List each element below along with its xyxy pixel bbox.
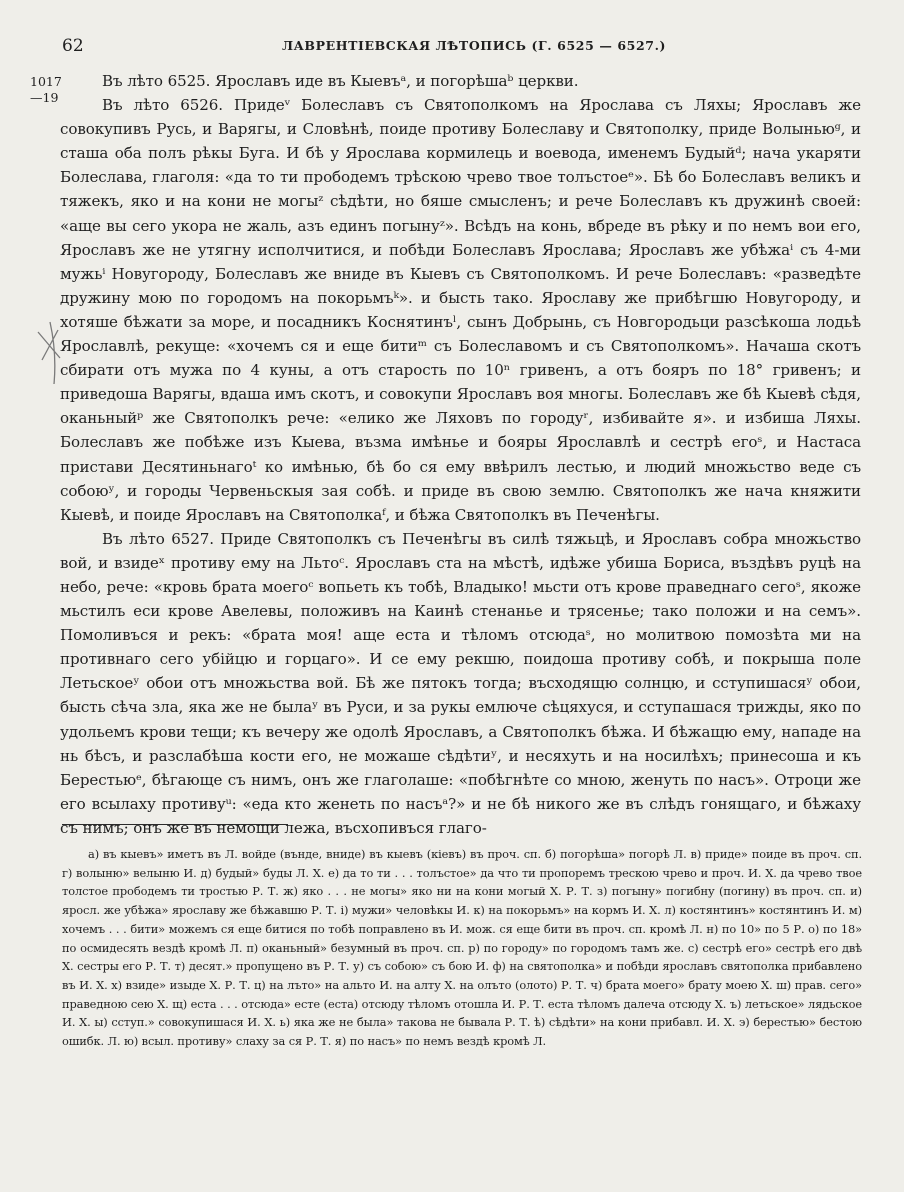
margin-year-start: 1017 — [30, 74, 62, 89]
page-number: 62 — [62, 36, 84, 56]
running-head — [0, 36, 904, 58]
notes-paragraph: а) въ кыевъ» иметъ въ Л. войде (вънде, вниде) въ кыевъ (кіевъ) въ проч. сп. б) погорѣша» погорѣ Л. в) приде» поиде въ проч. сп. г) волыню» велыню И. д) будый» буды Л. Х. е) да то ти . . . толъстое» да что ти пропоремъ трескою чрево и проч. И. Х. да чрево твое толстое прободемъ ти тростью Р. Т. ж) яко . . . не могы» яко ни на кони могый Х. Р. Т. з) погыну» погибну (погину) въ проч. сп. и) яросл. же убѣжа» ярославу же бѣжавшю Р. Т. і) мужи» человѣкы И. к) на покорьмъ» на кормъ И. Х. л) костянтинъ» костянтинъ И. м) хочемъ . . . бити» можемъ ся еще битися по тобѣ поправлено въ И. мож. ся еще бити въ проч. сп. кромѣ Л. н) по 10» по 5 Р. о) по 18» по осмидесять вездѣ кромѣ Л. п) оканьный» безумный въ проч. сп. р) по городу» по городомъ тамъ же. с) сестрѣ его» сестрѣ его двѣ Х. сестры его Р. Т. т) десят.» пропущено въ Р. Т. у) съ собою» съ бою И. ф) на святополка» и побѣди ярославъ святополка прибавлено въ И. Х. х) взиде» изыде Х. Р. Т. ц) на лъто» на альто И. на алту Х. на олъто (олото) Р. Т. ч) брата моего» брату моею Х. ш) прав. сего» праведною сею Х. щ) еста . . . отсюда» есте (еста) отсюду тѣломъ отошла И. Р. Т. еста тѣломъ далеча отсюду Х. ъ) летьское» лядьское И. Х. ы) сступ.» совокупишася И. Х. ь) яка же не была» такова не бывала Р. Т. ѣ) сѣдѣти» на кони прибавл. И. Х. э) берестью» бестою ошибк. Л. ю) всыл. противу» слаху за ся Р. Т. я) по насъ» по немъ вездѣ кромѣ Л. — [62, 847, 862, 1049]
chronicle-text — [60, 69, 861, 840]
running-title: ЛАВРЕНТІЕВСКАЯ ЛѢТОПИСЬ (Г. 6525 — 6527.) — [282, 38, 667, 53]
margin-year-end: —19 — [30, 90, 59, 105]
footnote-divider — [62, 824, 288, 825]
paragraph-6525: Въ лѣто 6525. Ярославъ иде въ Кыевъᵃ, и погорѣшаᵇ церкви. — [102, 72, 579, 90]
paragraph-6526: Въ лѣто 6526. Придеᵛ Болеславъ съ Святополкомъ на Ярослава съ Ляхы; Ярославъ же совокупивъ Русь, и Варягы, и Словѣнѣ, поиде противу Болеславу и Святополку, приде Волыньюᵍ, и сташа оба полъ рѣкы Буга. И бѣ у Ярослава кормилець и воевода, именемъ Будыйᵈ; нача укаряти Болеслава, глаголя: «да то ти прободемъ трѣскою чрево твое толъстоеᵉ». Бѣ бо Болеславъ великъ и тяжекъ, яко и на кони не могыᶻ сѣдѣти, но бяше смысленъ; и рече Болеславъ къ дружинѣ своей: «аще вы сего укора не жаль, азъ единъ погынуᶻ». Всѣдъ на конь, вбреде въ рѣку и по немъ вои его, Ярославъ же не утягну исполчитися, и побѣди Болеславъ Ярослава; Ярославъ же убѣжаⁱ съ 4-ми мужьⁱ Новугороду, Болеславъ же вниде въ Кыевъ съ Святополкомъ. И рече Болеславъ: «разведѣте дружину мою по городомъ на покорьмъᵏ». и бысть тако. Ярославу же прибѣгшю Новугороду, и хотяше бѣжати за море, и посадникъ Коснятинъˡ, сынъ Добрынь, съ Новгородьци разсѣкоша лодьѣ Ярославлѣ, рекуще: «хочемъ ся и еще битиᵐ съ Болеславомъ и съ Святополкомъ». Начаша скотъ сбирати отъ мужа по 4 куны, а отъ старость по 10ⁿ гривенъ, а отъ бояръ по 18° гривенъ; и приведоша Варягы, вдаша имъ скотъ, и совокупи Ярославъ воя многы. Болеславъ же бѣ Кыевѣ сѣдя, оканьныйᵖ же Святополкъ рече: «елико же Ляховъ по городуʳ, избивайте я». и избиша Ляхы. Болеславъ же побѣже изъ Кыева, възма имѣнье и бояры Ярославлѣ и сестрѣ егоˢ, и Настаса пристави Десятиньнагоᵗ ко имѣнью, бѣ бо ся ему ввѣрилъ лестью, и людий множьство веде съ собоюʸ, и городы Червеньскыя зая собѣ. и приде въ свою землю. Святополкъ же нача княжити Кыевѣ, и поиде Ярославъ на Святополкаᶠ, и бѣжа Святополкъ въ Печенѣгы. — [60, 96, 861, 524]
variant-readings-notes — [62, 845, 862, 1051]
paragraph-6527: Въ лѣто 6527. Приде Святополкъ съ Печенѣгы въ силѣ тяжьцѣ, и Ярославъ собра множьство вой, и взидеˣ противу ему на Льтоᶜ. Ярославъ ста на мѣстѣ, идѣже убиша Бориса, въздѣвъ руцѣ на небо, рече: «кровь брата моегоᶜ вопьеть къ тобѣ, Владыко! мьсти отъ крове праведнаго сегоˢ, якоже мьстилъ еси крове Авелевы, положивъ на Каинѣ стенанье и трясенье; тако положи и на семъ». Помоливъся и рекъ: «брата моя! аще еста и тѣломъ отсюдаˢ, но молитвою помозѣта ми на противнаго сего убійцю и горцаго». И се ему рекшю, поидоша противу собѣ, и покрыша поле Летьскоеʸ обои отъ множьства вой. Бѣ же пятокъ тогда; въсходящю солнцю, и сступишасяʸ обои, бысть сѣча зла, яка же не былаʸ въ Руси, и за рукы емлюче сѣцяхуся, и сступашася трижды, яко по удольемъ крови тещи; къ вечеру же одолѣ Ярославъ, а Святополкъ бѣжа. И бѣжащю ему, нападе на нь бѣсъ, и разслабѣша кости его, не можаше сѣдѣтиʸ, и несяхуть и на носилѣхъ; принесоша и къ Берестьюᵉ, бѣгающе съ нимъ, онъ же глаголаше: «побѣгнѣте со мною, женуть по насъ». Отроци же его всылаху противуᵘ: «еда кто женеть по насъᵃ?» и не бѣ никого же въ слѣдъ гонящаго, и бѣжаху съ нимъ; онъ же въ немощи лежа, въсхопивъся глаго- — [60, 529, 861, 837]
